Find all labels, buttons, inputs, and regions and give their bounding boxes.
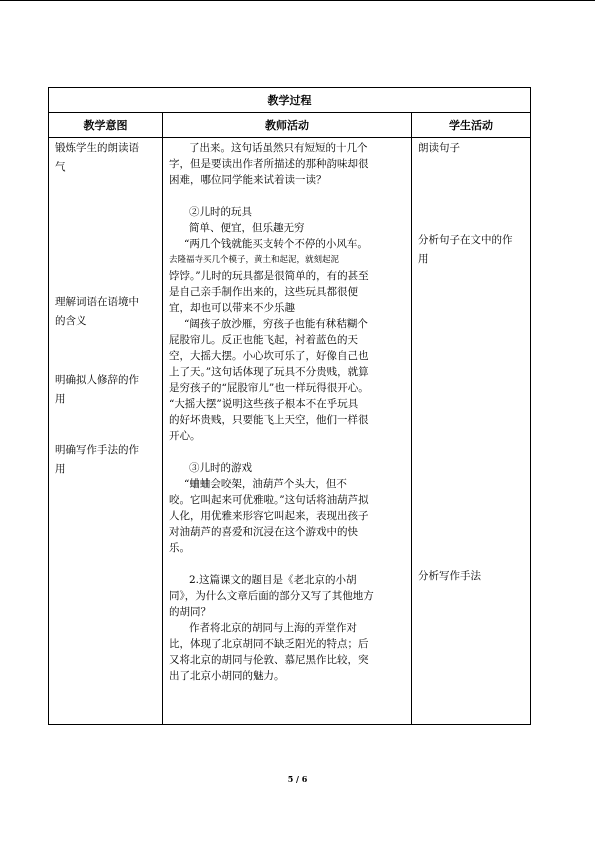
intent-line: 的含义 — [55, 315, 87, 327]
intent-line: 明确拟人修辞的作 — [55, 374, 139, 386]
teacher-line: 比，体现了北京胡同不缺乏阳光的特点；后 — [169, 638, 369, 650]
teacher-line: “蛐蛐会咬架，油葫芦个头大，但不 — [184, 478, 347, 490]
intent-line: 明确写作手法的作 — [55, 444, 139, 456]
teacher-line: 上了天。”这句话体现了玩具不分贵贱，就算 — [169, 366, 369, 378]
teacher-line: 宜，却也可以带来不少乐趣 — [169, 302, 295, 314]
teacher-line: 的好坏贵贱，只要能飞上天空，他们一样很 — [169, 414, 369, 426]
student-line: 朗读句子 — [418, 142, 460, 154]
teacher-line: 饽饽。”儿时的玩具都是很简单的，有的甚至 — [169, 270, 369, 282]
student-line: 分析写作手法 — [418, 570, 481, 582]
header-student: 学生活动 — [412, 113, 531, 138]
header-rule — [0, 0, 595, 1]
teacher-line: 困难，哪位同学能来试着读一读？ — [169, 174, 327, 186]
teacher-line: 的胡同？ — [169, 606, 211, 618]
teacher-line: 又将北京的胡同与伦敦、慕尼黑作比较，突 — [169, 654, 369, 666]
teacher-line: “两几个钱就能买支转个不停的小风车。 — [184, 238, 368, 250]
teacher-line: 人化，用优雅来形容它叫起来，表现出孩子 — [169, 510, 369, 522]
teacher-line: 乐。 — [169, 542, 190, 554]
teaching-process-table — [48, 87, 531, 725]
teacher-line: 是自己亲手制作出来的，这些玩具都很便 — [169, 286, 358, 298]
teacher-line: 简单、便宜，但乐趣无穷 — [189, 222, 305, 234]
student-line: 分析句子在文中的作 — [418, 234, 513, 246]
intent-line: 锻炼学生的朗读语 — [55, 142, 139, 154]
student-cell — [412, 138, 531, 725]
intent-line: 用 — [55, 463, 66, 475]
intent-line: 气 — [55, 161, 66, 173]
header-teacher: 教师活动 — [163, 113, 412, 138]
teacher-line: 去隆福寺买几个模子，黄土和起泥，就刻起泥 — [169, 255, 340, 265]
header-intent: 教学意图 — [49, 113, 163, 138]
teacher-cell — [163, 138, 412, 725]
teacher-line: 是穷孩子的“屁股帘儿”也一样玩得很开心。 — [169, 382, 369, 394]
teacher-line: 空，大摇大摆。小心坎可乐了，好像自己也 — [169, 350, 369, 362]
teacher-line: 咬。它叫起来可优雅啦。”这句话将油葫芦拟 — [169, 494, 369, 506]
page-number: 5 / 6 — [287, 774, 308, 784]
teacher-line: ②儿时的玩具 — [189, 206, 252, 218]
intent-line: 理解词语在语境中 — [55, 296, 139, 308]
teacher-line: 屁股帘儿。反正也能飞起，衬着蓝色的天 — [169, 334, 358, 346]
teacher-line: 作者将北京的胡同与上海的弄堂作对 — [189, 622, 357, 634]
teacher-line: “大摇大摆”说明这些孩子根本不在乎玩具 — [169, 398, 359, 410]
teacher-line: “阔孩子放沙雁，穷孩子也能有秫秸糊个 — [184, 318, 368, 330]
teacher-line: 出了北京小胡同的魅力。 — [169, 670, 285, 682]
teacher-line: 了出来。这句话虽然只有短短的十几个 — [189, 142, 368, 154]
table-title: 教学过程 — [49, 88, 531, 113]
teacher-line: 对油葫芦的喜爱和沉浸在这个游戏中的快 — [169, 526, 358, 538]
teacher-line: ③儿时的游戏 — [189, 462, 252, 474]
student-line: 用 — [418, 253, 429, 265]
teacher-line: 2.这篇课文的题目是《老北京的小胡 — [189, 574, 357, 586]
teacher-line: 字，但是要读出作者所描述的那种韵味却很 — [169, 158, 369, 170]
intent-line: 用 — [55, 393, 66, 405]
intent-cell — [49, 138, 163, 725]
teacher-line: 开心。 — [169, 430, 201, 442]
teacher-line: 同》，为什么文章后面的部分又写了其他地方 — [169, 590, 374, 602]
